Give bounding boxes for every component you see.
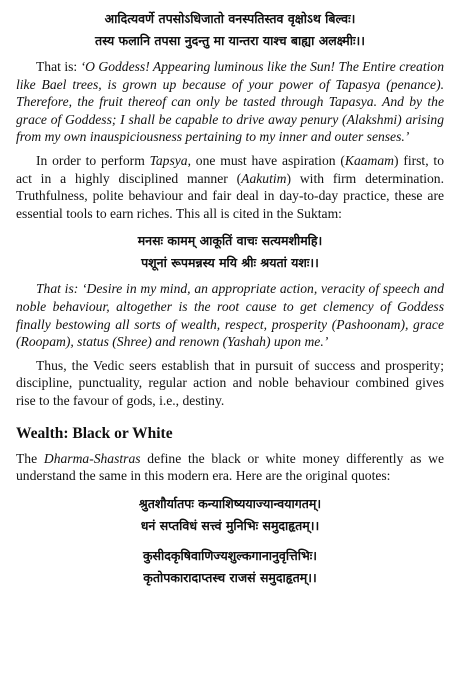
paragraph-italic: That is: ‘Desire in my mind, an appropriate action, veracity of speech and noble behaviour, altogether is the root cause to get clemency of Goddess finally bestowing all sorts of wealth, respect, prosperity (Pashoonam), grace (Roopam), status (Shree) and renown (Yashah) upon me.’: [16, 281, 444, 350]
verse-line: कृतोपकारादाप्तस्च राजसं समुदाहृतम्।।: [143, 569, 317, 585]
paragraph-lead: That is:: [36, 59, 81, 74]
sanskrit-verse-4: [16, 545, 444, 589]
translation-paragraph-3: [16, 280, 444, 350]
verse-line: धनं सप्तविधं सत्त्वं मुनिभिः समुदाहृतम्।।: [140, 517, 320, 533]
translation-paragraph-1: [16, 58, 444, 146]
body-paragraph-2: [16, 152, 444, 222]
italic-term: Aakutim: [241, 170, 287, 186]
section-heading: Wealth: Black or White: [16, 424, 173, 442]
sanskrit-verse-1: [16, 8, 444, 52]
text-run: ) with firm determination. Truthfulness, polite behaviour and fair deal in day-to-day practice, these are essential tools to earn riches. This all is cited in the Suktam:: [16, 170, 444, 221]
sanskrit-verse-3: [16, 493, 444, 537]
verse-line: मनसः कामम् आकूतिं वाचः सत्यमशीमहि।: [137, 233, 323, 249]
paragraph-italic: ‘O Goddess! Appearing luminous like the Sun! The Entire creation like Bael trees, is grown up because of your power of Tapasya (penance). Therefore, the fruit thereof can only be tasted through Tapasya. And by the grace of Goddess; I shall be capable to drive away penury (Alakshmi) arising from my own inauspiciousness pertaining to my inner and outer senses.’: [16, 59, 444, 145]
body-paragraph-5: [16, 450, 444, 485]
verse-line: श्रुतशौर्यातपः कन्याशिष्ययाज्यान्वयागतम्।: [138, 495, 322, 511]
italic-term: Tapsya: [149, 152, 188, 168]
verse-line: आदित्यवर्णे तपसोऽधिजातो वनस्पतिस्तव वृक्षोऽथ बिल्वः।: [104, 11, 356, 26]
text-run: In order to perform: [36, 152, 150, 168]
verse-line: तस्य फलानि तपसा नुदन्तु मा यान्तरा याश्च बाह्या अलक्ष्मीः।।: [94, 33, 366, 48]
text-run: define the black or white money differently as we understand the same in this modern era. Here are the original quotes:: [16, 450, 444, 484]
sanskrit-verse-2: [16, 230, 444, 274]
italic-term: Dharma-Shastras: [43, 450, 141, 466]
text-run: The: [16, 450, 44, 466]
text-run: ) first, to act in a highly disciplined manner (: [16, 152, 444, 186]
text-run: , one must have aspiration (: [187, 152, 345, 168]
verse-line: पशूनां रूपमन्नस्य मयि श्रीः श्रयतां यशः।।: [141, 255, 319, 271]
italic-term: Kaamam: [344, 152, 394, 168]
body-paragraph-4: Thus, the Vedic seers establish that in pursuit of success and prosperity; discipline, punctuality, regular action and noble behaviour combined gives rise to the favour of gods, i.e., destiny.: [16, 357, 444, 408]
verse-line: कुसीदकृषिवाणिज्यशुल्कगानानुवृत्तिभिः।: [142, 547, 318, 563]
